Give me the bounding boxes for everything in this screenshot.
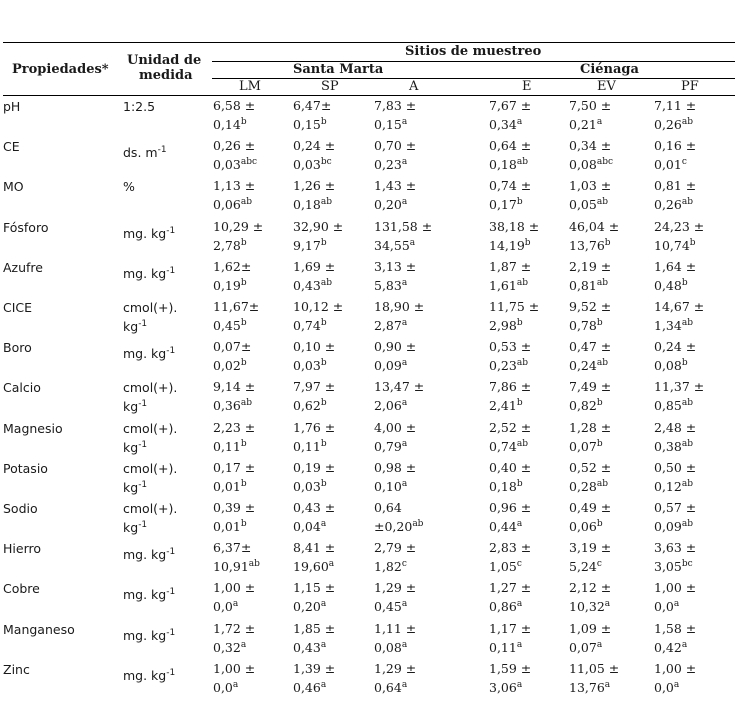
value-sp-mean: 1,85 ± (293, 620, 336, 636)
value-pf-sd: 3,05$^{bc}$ (654, 559, 693, 575)
value-pf-mean: 1,00 ± (654, 580, 697, 596)
value-ev-mean: 11,05 ± (569, 660, 620, 676)
unit-line1: % (123, 179, 135, 195)
value-lm-mean: 1,00 ± (213, 580, 256, 596)
value-ev-mean: 1,03 ± (569, 178, 612, 194)
value-pf-mean: 24,23 ± (654, 218, 705, 234)
value-ev-sd: 0,78$^b$ (569, 317, 603, 333)
unit-line1: cmol(+). (123, 380, 178, 396)
value-ev-sd: 0,06$^b$ (569, 518, 603, 534)
column-header-ev: EV (597, 79, 616, 94)
header-cienaga: Ciénaga (580, 62, 639, 77)
value-lm-sd: 0,36$^{ab}$ (213, 398, 252, 414)
header-unidad-line2: medida (139, 68, 193, 83)
value-lm-sd: 0,32$^a$ (213, 639, 247, 655)
value-a-sd: 0,10$^a$ (374, 478, 408, 494)
value-lm-sd: 0,03$^{abc}$ (213, 157, 258, 173)
value-a-mean: 1,11 ± (374, 620, 417, 636)
value-pf-sd: 0,0$^a$ (654, 679, 680, 695)
value-sp-sd: 0,11$^b$ (293, 438, 327, 454)
value-lm-mean: 6,37± (213, 540, 252, 556)
value-a-mean: 18,90 ± (374, 299, 425, 314)
value-lm-sd: 0,0$^a$ (213, 679, 239, 695)
value-a-mean: 0,90 ± (374, 339, 417, 355)
unit-line1: cmol(+). (123, 300, 178, 315)
value-lm-sd: 0,01$^b$ (213, 518, 247, 534)
value-ev-mean: 0,52 ± (569, 459, 612, 475)
value-pf-mean: 7,11 ± (654, 98, 697, 113)
value-ev-sd: 0,24$^{ab}$ (569, 358, 608, 374)
value-lm-sd: 0,45$^b$ (213, 317, 247, 333)
value-sp-sd: 0,15$^b$ (293, 116, 327, 132)
value-a-sd: 0,15$^a$ (374, 116, 408, 132)
value-a-sd: 0,79$^a$ (374, 438, 408, 454)
column-header-pf: PF (681, 79, 699, 94)
value-sp-sd: 0,74$^b$ (293, 317, 327, 333)
value-sp-mean: 8,41 ± (293, 540, 336, 556)
value-sp-sd: 19,60$^a$ (293, 559, 335, 575)
value-a-mean: 131,58 ± (374, 218, 433, 234)
header-sitios: Sitios de muestreo (405, 44, 542, 59)
value-a-sd: 0,45$^a$ (374, 599, 408, 615)
value-lm-mean: 1,13 ± (213, 178, 256, 194)
unit-line2: $kg^{-1}$ (123, 399, 148, 415)
value-sp-mean: 32,90 ± (293, 218, 344, 234)
value-sp-sd: 0,03$^b$ (293, 358, 327, 374)
value-ev-sd: 0,81$^{ab}$ (569, 277, 608, 293)
value-sp-mean: 1,26 ± (293, 178, 336, 194)
value-sp-mean: 1,76 ± (293, 419, 336, 435)
value-sp-sd: 0,04$^a$ (293, 518, 327, 534)
value-e-mean: 11,75 ± (489, 299, 540, 314)
value-pf-mean: 2,48 ± (654, 419, 697, 435)
value-pf-mean: 1,58 ± (654, 620, 697, 636)
value-lm-sd: 0,02$^b$ (213, 358, 247, 374)
value-ev-sd: 10,32$^a$ (569, 599, 611, 615)
value-ev-sd: 0,08$^{abc}$ (569, 157, 614, 173)
value-sp-mean: 0,43 ± (293, 500, 336, 515)
value-pf-sd: 10,74$^b$ (654, 237, 696, 253)
value-ev-sd: 0,21$^a$ (569, 116, 603, 132)
value-ev-sd: 0,07$^b$ (569, 438, 603, 454)
value-ev-sd: 13,76$^a$ (569, 679, 611, 695)
value-lm-mean: 0,26 ± (213, 138, 256, 154)
value-e-sd: 0,44$^a$ (489, 518, 523, 534)
value-ev-mean: 7,49 ± (569, 379, 612, 395)
value-sp-sd: 0,43$^a$ (293, 639, 327, 655)
value-e-sd: 14,19$^b$ (489, 237, 531, 253)
value-sp-sd: 0,20$^a$ (293, 599, 327, 615)
unit-line1: ds. $m^{-1}$ (123, 145, 167, 161)
property-label: Manganeso (3, 621, 75, 637)
value-sp-sd: 0,46$^a$ (293, 679, 327, 695)
value-pf-mean: 0,16 ± (654, 138, 697, 154)
value-pf-mean: 0,81 ± (654, 178, 697, 194)
value-lm-sd: 10,91$^{ab}$ (213, 559, 260, 575)
unit-line2: $kg^{-1}$ (123, 318, 148, 334)
property-label: Hierro (3, 541, 41, 557)
value-ev-mean: 0,47 ± (569, 339, 612, 355)
value-a-mean: 0,64 (374, 500, 402, 515)
value-a-sd: ±0,20$^{ab}$ (374, 518, 424, 534)
value-pf-mean: 11,37 ± (654, 379, 705, 395)
value-pf-mean: 14,67 ± (654, 299, 705, 314)
value-ev-mean: 2,19 ± (569, 258, 612, 274)
value-a-sd: 0,20$^a$ (374, 197, 408, 213)
header-bottom-rule (3, 95, 735, 96)
unit-line2: $kg^{-1}$ (123, 519, 148, 535)
value-e-mean: 38,18 ± (489, 218, 540, 234)
value-a-mean: 1,43 ± (374, 178, 417, 194)
value-pf-mean: 0,24 ± (654, 339, 697, 355)
value-e-mean: 0,64 ± (489, 138, 532, 154)
value-sp-sd: 0,43$^{ab}$ (293, 277, 332, 293)
value-lm-sd: 0,19$^b$ (213, 277, 247, 293)
value-e-sd: 3,06$^a$ (489, 679, 523, 695)
value-ev-mean: 46,04 ± (569, 218, 620, 234)
header-unidad-line1: Unidad de (127, 53, 202, 68)
value-lm-mean: 0,07± (213, 339, 252, 355)
value-e-sd: 0,23$^{ab}$ (489, 358, 528, 374)
unit-line2: $kg^{-1}$ (123, 439, 148, 455)
value-pf-sd: 0,08$^b$ (654, 358, 688, 374)
value-lm-mean: 1,00 ± (213, 660, 256, 676)
header-propiedades: Propiedades* (12, 62, 109, 77)
value-lm-mean: 6,58 ± (213, 98, 256, 113)
unit-line1: cmol(+). (123, 420, 178, 436)
value-e-mean: 1,87 ± (489, 258, 532, 274)
value-lm-mean: 1,62± (213, 258, 252, 274)
value-sp-mean: 1,39 ± (293, 660, 336, 676)
property-label: Boro (3, 340, 32, 356)
value-sp-mean: 1,15 ± (293, 580, 336, 596)
value-e-mean: 0,96 ± (489, 500, 532, 515)
value-pf-sd: 0,85$^{ab}$ (654, 398, 693, 414)
value-lm-mean: 10,29 ± (213, 218, 264, 234)
property-label: Magnesio (3, 420, 63, 436)
value-sp-mean: 7,97 ± (293, 379, 336, 395)
value-pf-sd: 0,12$^{ab}$ (654, 478, 693, 494)
value-ev-mean: 7,50 ± (569, 98, 612, 113)
value-pf-mean: 0,57 ± (654, 500, 697, 515)
value-lm-mean: 1,72 ± (213, 620, 256, 636)
value-e-sd: 0,74$^{ab}$ (489, 438, 528, 454)
value-pf-sd: 0,42$^a$ (654, 639, 688, 655)
value-ev-mean: 1,28 ± (569, 419, 612, 435)
value-a-sd: 0,64$^a$ (374, 679, 408, 695)
value-sp-sd: 0,62$^b$ (293, 398, 327, 414)
value-ev-mean: 0,34 ± (569, 138, 612, 154)
value-ev-sd: 13,76$^b$ (569, 237, 611, 253)
value-e-sd: 2,41$^b$ (489, 398, 523, 414)
property-label: Sodio (3, 501, 38, 516)
unit-line1: mg. $kg^{-1}$ (123, 265, 176, 281)
value-ev-sd: 5,24$^c$ (569, 559, 602, 575)
value-sp-mean: 6,47± (293, 98, 332, 113)
value-e-mean: 0,74 ± (489, 178, 532, 194)
value-a-sd: 5,83$^a$ (374, 277, 408, 293)
unit-line1: mg. $kg^{-1}$ (123, 346, 176, 362)
value-lm-sd: 0,01$^b$ (213, 478, 247, 494)
value-a-mean: 4,00 ± (374, 419, 417, 435)
value-lm-mean: 11,67± (213, 299, 260, 314)
value-lm-sd: 0,0$^a$ (213, 599, 239, 615)
unit-line1: mg. $kg^{-1}$ (123, 667, 176, 683)
value-e-sd: 0,34$^a$ (489, 116, 523, 132)
property-label: Potasio (3, 460, 48, 476)
value-pf-mean: 0,50 ± (654, 459, 697, 475)
unit-line2: $kg^{-1}$ (123, 479, 148, 495)
region-underline (212, 78, 735, 79)
value-ev-sd: 0,05$^{ab}$ (569, 197, 608, 213)
property-label: Fósforo (3, 219, 49, 235)
column-header-e: E (522, 79, 532, 94)
column-header-lm: LM (239, 79, 261, 94)
top-rule (3, 42, 735, 43)
value-e-mean: 0,53 ± (489, 339, 532, 355)
value-sp-mean: 0,24 ± (293, 138, 336, 154)
value-ev-mean: 9,52 ± (569, 299, 612, 314)
header-santa-marta: Santa Marta (293, 62, 384, 77)
value-pf-sd: 0,26$^{ab}$ (654, 116, 693, 132)
unit-line1: mg. $kg^{-1}$ (123, 225, 176, 241)
property-label: Cobre (3, 581, 40, 597)
value-e-mean: 7,86 ± (489, 379, 532, 395)
value-e-sd: 0,18$^b$ (489, 478, 523, 494)
value-ev-sd: 0,07$^a$ (569, 639, 603, 655)
value-a-mean: 2,79 ± (374, 540, 417, 556)
value-a-mean: 0,70 ± (374, 138, 417, 154)
value-lm-mean: 9,14 ± (213, 379, 256, 395)
value-a-sd: 0,23$^a$ (374, 157, 408, 173)
unit-line1: cmol(+). (123, 501, 178, 516)
unit-line1: 1:2.5 (123, 99, 156, 114)
property-label: Azufre (3, 259, 43, 275)
value-pf-mean: 1,00 ± (654, 660, 697, 676)
sitios-underline (212, 61, 735, 62)
value-a-sd: 1,82$^c$ (374, 559, 407, 575)
value-pf-sd: 0,48$^b$ (654, 277, 688, 293)
value-lm-sd: 0,14$^b$ (213, 116, 247, 132)
value-e-sd: 1,61$^{ab}$ (489, 277, 528, 293)
value-a-sd: 34,55$^a$ (374, 237, 416, 253)
value-lm-sd: 2,78$^b$ (213, 237, 247, 253)
value-sp-sd: 9,17$^b$ (293, 237, 327, 253)
value-ev-mean: 2,12 ± (569, 580, 612, 596)
value-a-mean: 13,47 ± (374, 379, 425, 395)
column-header-sp: SP (321, 79, 339, 94)
value-sp-sd: 0,18$^{ab}$ (293, 197, 332, 213)
value-a-mean: 1,29 ± (374, 660, 417, 676)
value-pf-mean: 1,64 ± (654, 258, 697, 274)
value-ev-mean: 1,09 ± (569, 620, 612, 636)
value-e-sd: 2,98$^b$ (489, 317, 523, 333)
value-e-mean: 7,67 ± (489, 98, 532, 113)
value-e-sd: 0,18$^{ab}$ (489, 157, 528, 173)
value-pf-sd: 0,09$^{ab}$ (654, 518, 693, 534)
property-label: CICE (3, 300, 33, 315)
value-lm-mean: 0,17 ± (213, 459, 256, 475)
value-e-sd: 1,05$^c$ (489, 559, 522, 575)
column-header-a: A (409, 79, 419, 94)
property-label: CE (3, 139, 20, 155)
value-a-sd: 2,06$^a$ (374, 398, 408, 414)
unit-line1: cmol(+). (123, 460, 178, 476)
value-sp-mean: 0,19 ± (293, 459, 336, 475)
value-e-mean: 2,52 ± (489, 419, 532, 435)
value-sp-mean: 10,12 ± (293, 299, 344, 314)
value-sp-mean: 1,69 ± (293, 258, 336, 274)
value-ev-sd: 0,28$^{ab}$ (569, 478, 608, 494)
value-a-sd: 0,08$^a$ (374, 639, 408, 655)
property-label: Calcio (3, 380, 41, 396)
value-a-mean: 0,98 ± (374, 459, 417, 475)
value-e-mean: 1,27 ± (489, 580, 532, 596)
value-ev-mean: 3,19 ± (569, 540, 612, 556)
value-pf-sd: 0,26$^{ab}$ (654, 197, 693, 213)
value-a-mean: 1,29 ± (374, 580, 417, 596)
value-pf-sd: 0,38$^{ab}$ (654, 438, 693, 454)
value-pf-sd: 0,01$^c$ (654, 157, 687, 173)
value-a-mean: 3,13 ± (374, 258, 417, 274)
value-e-sd: 0,11$^a$ (489, 639, 523, 655)
unit-line1: mg. $kg^{-1}$ (123, 587, 176, 603)
unit-line1: mg. $kg^{-1}$ (123, 627, 176, 643)
property-label: pH (3, 99, 21, 114)
property-label: Zinc (3, 661, 30, 677)
value-lm-mean: 0,39 ± (213, 500, 256, 515)
unit-line1: mg. $kg^{-1}$ (123, 547, 176, 563)
value-ev-mean: 0,49 ± (569, 500, 612, 515)
value-lm-sd: 0,06$^{ab}$ (213, 197, 252, 213)
value-pf-mean: 3,63 ± (654, 540, 697, 556)
value-e-mean: 0,40 ± (489, 459, 532, 475)
value-a-sd: 2,87$^a$ (374, 317, 408, 333)
value-a-sd: 0,09$^a$ (374, 358, 408, 374)
value-e-mean: 1,17 ± (489, 620, 532, 636)
value-sp-mean: 0,10 ± (293, 339, 336, 355)
value-ev-sd: 0,82$^b$ (569, 398, 603, 414)
value-e-sd: 0,86$^a$ (489, 599, 523, 615)
value-lm-sd: 0,11$^b$ (213, 438, 247, 454)
value-sp-sd: 0,03$^b$ (293, 478, 327, 494)
value-pf-sd: 0,0$^a$ (654, 599, 680, 615)
property-label: MO (3, 179, 24, 195)
value-sp-sd: 0,03$^{bc}$ (293, 157, 332, 173)
value-e-mean: 2,83 ± (489, 540, 532, 556)
value-lm-mean: 2,23 ± (213, 419, 256, 435)
value-e-mean: 1,59 ± (489, 660, 532, 676)
value-e-sd: 0,17$^b$ (489, 197, 523, 213)
value-a-mean: 7,83 ± (374, 98, 417, 113)
value-pf-sd: 1,34$^{ab}$ (654, 317, 693, 333)
